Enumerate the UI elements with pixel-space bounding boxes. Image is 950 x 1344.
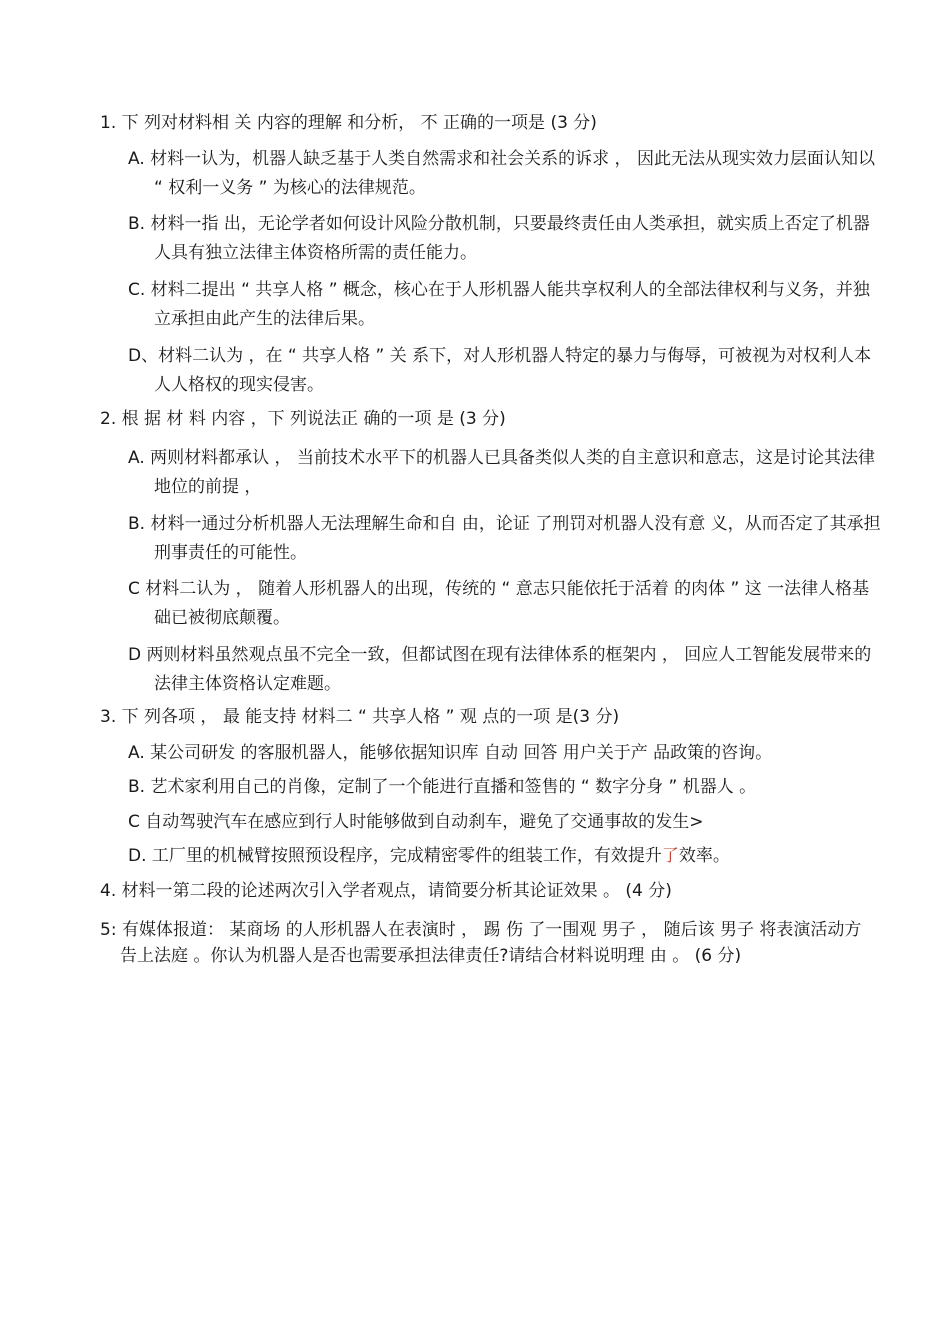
question-3-stem: 3. 下 列各项 ， 最 能支持 材料二 “ 共享人格 ” 观 点的一项 是(3 分) bbox=[100, 707, 620, 727]
question-2-option-b: B. 材料一通过分析机器人无法理解生命和自 由，论证 了刑罚对机器人没有意 义，从而否定了其承担刑事责任的可能性。 bbox=[128, 514, 881, 563]
option-d-text-start: D. 工厂里的机械臂按照预设程序，完成精密零件的组装工作，有效提升 bbox=[128, 846, 662, 866]
question-3-option-d bbox=[128, 843, 858, 869]
question-2-option-d: D 两则材料虽然观点虽不完全一致，但都试图在现有法律体系的框架内 ， 回应人工智能发展带来的法律主体资格认定难题。 bbox=[128, 645, 872, 694]
question-1-stem: 1. 下 列对材料相 关 内容的理解 和分析， 不 正确的一项是 (3 分) bbox=[100, 113, 597, 133]
option-d-highlight-mark: 了 bbox=[661, 846, 679, 866]
question-2-option-a: A. 两则材料都承认 ， 当前技术水平下的机器人已具备类似人类的自主意识和意志，这是讨论其法律地位的前提 ， bbox=[128, 448, 875, 497]
question-3-option-a: A. 某公司研发 的客服机器人，能够依据知识库 自动 回答 用户关于产 品政策的咨询。 bbox=[128, 743, 773, 763]
question-2-stem: 2. 根 据 材 料 内容 ，下 列说法正 确的一项 是 (3 分) bbox=[100, 409, 506, 429]
question-1-option-c: C. 材料二提出 “ 共享人格 ” 概念，核心在于人形机器人能共享权利人的全部法律权利与义务，并独立承担由此产生的法律后果。 bbox=[128, 280, 870, 329]
question-5-stem: 5: 有媒体报道： 某商场 的人形机器人在表演时 ， 踢 伤 了一围观 男子 ， 随后该 男子 将表演活动方告上法庭 。你认为机器人是否也需要承担法律责任?请结合材料说明理 由 。 (6 分) bbox=[100, 920, 862, 966]
question-1-option-d: D、材料二认为 ，在 “ 共享人格 ” 关 系下，对人形机器人特定的暴力与侮辱，可被视为对权利人本人人格权的现实侵害。 bbox=[128, 346, 872, 395]
question-1-option-b: B. 材料一指 出，无论学者如何设计风险分散机制，只要最终责任由人类承担，就实质上否定了机器人具有独立法律主体资格所需的责任能力。 bbox=[128, 214, 870, 263]
question-1-option-a: A. 材料一认为，机器人缺乏基于人类自然需求和社会关系的诉求 ， 因此无法从现实效力层面认知以 “ 权利一义务 ” 为核心的法律规范。 bbox=[128, 149, 875, 198]
question-4-stem: 4. 材料一第二段的论述两次引入学者观点，请简要分析其论证效果 。 (4 分) bbox=[100, 881, 672, 901]
question-3-option-b: B. 艺术家利用自己的肖像，定制了一个能进行直播和签售的 “ 数字分身 ” 机器人 。 bbox=[128, 777, 757, 797]
question-2-option-c: C 材料二认为 ， 随着人形机器人的出现，传统的 “ 意志只能依托于活着 的肉体 ” 这 一法律人格基础已被彻底颠覆。 bbox=[128, 579, 870, 628]
option-d-text-end: 效率。 bbox=[678, 846, 730, 866]
question-3-option-c: C 自动驾驶汽车在感应到行人时能够做到自动刹车，避免了交通事故的发生> bbox=[128, 812, 704, 832]
